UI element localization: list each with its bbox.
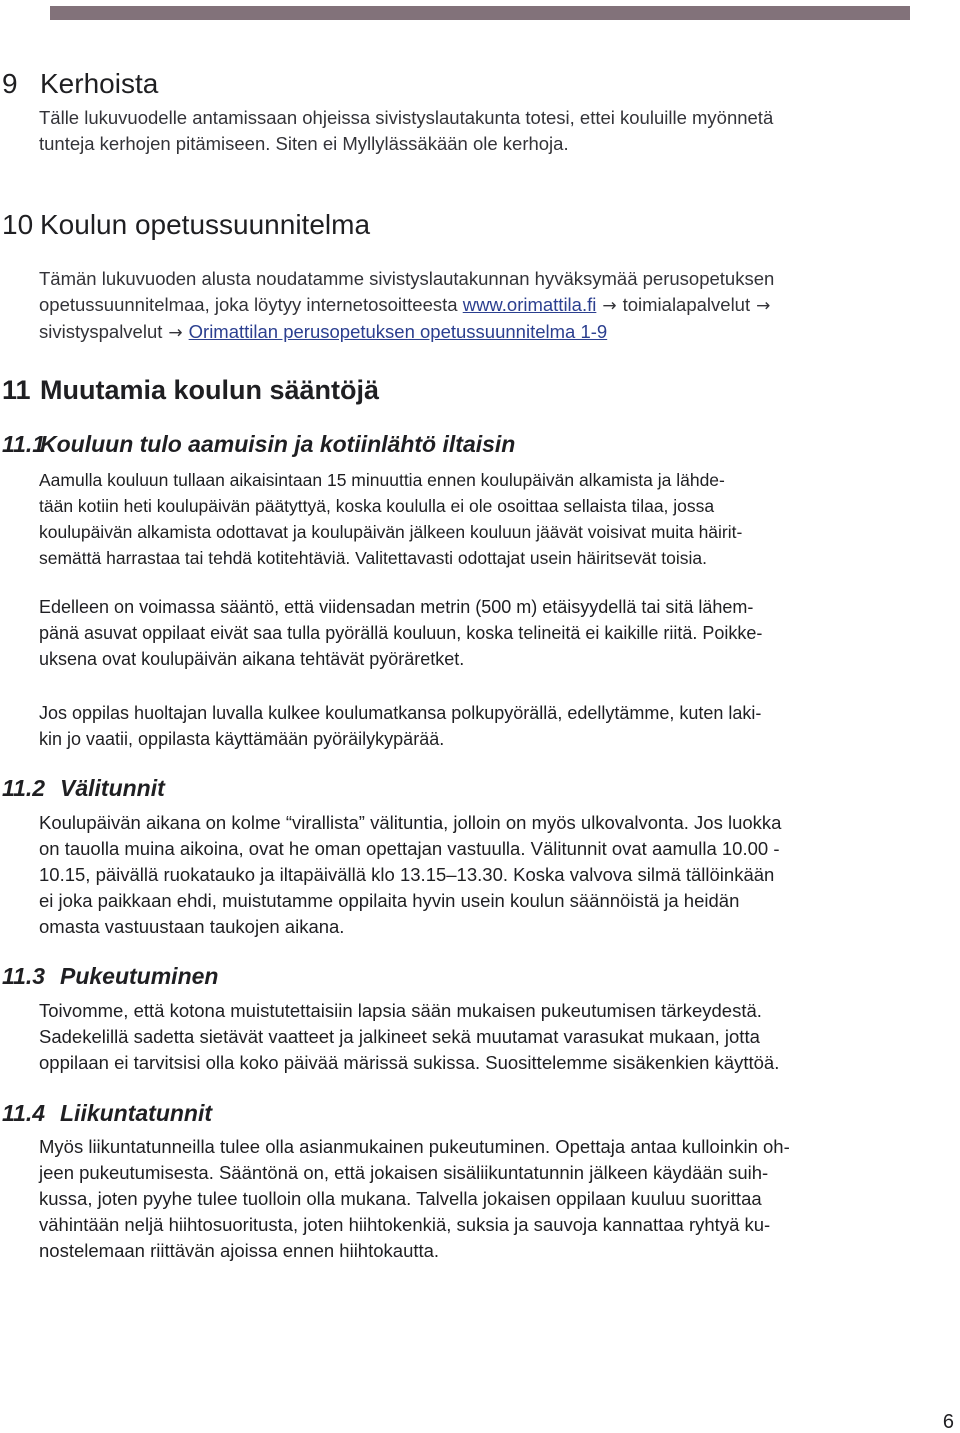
text-line: vähintään neljä hiihtosuoritusta, joten hiihtokenkiä, suksia ja sauvoja kannattaa ryhtyä ku- — [39, 1214, 771, 1235]
section-11-title: Muutamia koulun sääntöjä — [40, 375, 380, 405]
section-11-1-paragraph-3 — [39, 700, 944, 752]
arrow-right-icon: → — [756, 296, 771, 316]
section-9-heading — [2, 68, 158, 100]
curriculum-link[interactable]: Orimattilan perusopetuksen opetussuunnitelma 1-9 — [188, 321, 608, 342]
section-11-4-body — [39, 1134, 944, 1264]
text-line: Edelleen on voimassa sääntö, että viidensadan metrin (500 m) etäisyydellä tai sitä lähem- — [39, 597, 754, 617]
section-11-4-number: 11.4 — [2, 1100, 46, 1126]
section-11-4-heading — [2, 1099, 212, 1127]
text-segment: opetussuunnitelmaa, joka löytyy internetosoitteesta — [39, 294, 463, 315]
text-line: pänä asuvat oppilaat eivät saa tulla pyörällä kouluun, koska telineitä ei kaikille riitä. Poikke- — [39, 623, 763, 643]
text-line: Aamulla kouluun tullaan aikaisintaan 15 minuuttia ennen koulupäivän alkamista ja lähde- — [39, 470, 725, 490]
section-10-title: Koulun opetussuunnitelma — [40, 209, 371, 240]
section-10-body — [39, 266, 944, 346]
text-line: Tämän lukuvuoden alusta noudatamme sivistyslautakunnan hyväksymää perusopetuksen — [39, 268, 775, 289]
section-11-2-heading — [2, 774, 165, 802]
section-11-3-title: Pukeutuminen — [60, 963, 219, 989]
section-9-number: 9 — [2, 68, 18, 99]
text-line: 10.15, päivällä ruokatauko ja iltapäivällä klo 13.15–13.30. Koska valvova silmä tällöinkään — [39, 864, 775, 885]
section-11-1-paragraph-2 — [39, 594, 944, 672]
header-bar — [50, 6, 910, 20]
arrow-right-icon: → — [602, 296, 617, 316]
section-11-2-title: Välitunnit — [60, 775, 165, 801]
text-line: tunteja kerhojen pitämiseen. Siten ei Myllylässäkään ole kerhoja. — [39, 133, 569, 154]
text-line — [39, 292, 944, 319]
text-line: Myös liikuntatunneilla tulee olla asianmukainen pukeutuminen. Opettaja antaa kulloinkin oh- — [39, 1136, 790, 1157]
section-11-3-body — [39, 998, 944, 1076]
section-9-body — [39, 105, 944, 157]
text-line: Sadekelillä sadetta sietävät vaatteet ja jalkineet sekä muutamat varasukat mukaan, jotta — [39, 1026, 760, 1047]
section-11-1-number: 11.1 — [2, 431, 46, 457]
text-line: oppilaan ei tarvitsisi olla koko päivää märissä sukissa. Suosittelemme sisäkenkien käyttöä. — [39, 1052, 780, 1073]
section-11-1-title: Kouluun tulo aamuisin ja kotiinlähtö iltaisin — [40, 431, 516, 457]
section-10-number: 10 — [2, 209, 34, 240]
page-number: 6 — [942, 1411, 954, 1433]
text-line: semättä harrastaa tai tehdä kotitehtäviä. Valitettavasti odottajat usein häiritsevät toisia. — [39, 548, 707, 568]
text-segment: sivistyspalvelut — [39, 321, 163, 342]
section-11-2-body — [39, 810, 944, 940]
text-line: uksena ovat koulupäivän aikana tehtävät pyöräretket. — [39, 649, 465, 669]
text-line — [39, 319, 944, 346]
section-10-heading — [2, 209, 370, 241]
section-11-3-number: 11.3 — [2, 963, 46, 989]
section-11-number: 11 — [2, 375, 31, 405]
text-line: tään kotiin heti koulupäivän päätyttyä, koska koululla ei ole osoittaa sellaista tilaa, jossa — [39, 496, 715, 516]
text-line: jeen pukeutumisesta. Sääntönä on, että jokaisen sisäliikuntatunnin jälkeen käydään suih- — [39, 1162, 769, 1183]
section-11-4-title: Liikuntatunnit — [60, 1100, 213, 1126]
text-line: Jos oppilas huoltajan luvalla kulkee koulumatkansa polkupyörällä, edellytämme, kuten laki- — [39, 703, 762, 723]
text-line: on tauolla muina aikoina, ovat he oman opettajan vastuulla. Välitunnit ovat aamulla 10.00 - — [39, 838, 780, 859]
section-11-2-number: 11.2 — [2, 775, 46, 801]
section-9-title: Kerhoista — [40, 68, 159, 99]
section-11-1-paragraph-1 — [39, 467, 944, 571]
text-line: ei joka paikkaan ehdi, muistutamme oppilaita hyvin usein koulun säännöistä ja heidän — [39, 890, 740, 911]
section-11-1-heading — [2, 430, 515, 458]
section-11-heading — [2, 374, 379, 406]
text-segment: toimialapalvelut — [622, 294, 751, 315]
orimattila-website-link[interactable]: www.orimattila.fi — [462, 294, 597, 315]
text-line: Koulupäivän aikana on kolme “virallista” välituntia, jolloin on myös ulkovalvonta. Jos luokka — [39, 812, 782, 833]
section-11-3-heading — [2, 962, 218, 990]
text-line: Toivomme, että kotona muistutettaisiin lapsia sään mukaisen pukeutumisen tärkeydestä. — [39, 1000, 762, 1021]
text-line: Tälle lukuvuodelle antamissaan ohjeissa sivistyslautakunta totesi, ettei kouluille myönnetä — [39, 107, 774, 128]
text-line: koulupäivän alkamista odottavat ja koulupäivän jälkeen kouluun jäävät voisivat muita häirit- — [39, 522, 743, 542]
arrow-right-icon: → — [168, 323, 183, 343]
text-line: omasta vastuustaan taukojen aikana. — [39, 916, 345, 937]
text-line: kin jo vaatii, oppilasta käyttämään pyöräilykypärää. — [39, 729, 445, 749]
text-line: nostelemaan riittävän ajoissa ennen hiihtokautta. — [39, 1240, 440, 1261]
text-line: kussa, joten pyyhe tulee tuolloin olla mukana. Talvella jokaisen oppilaan kuuluu suorittaa — [39, 1188, 762, 1209]
